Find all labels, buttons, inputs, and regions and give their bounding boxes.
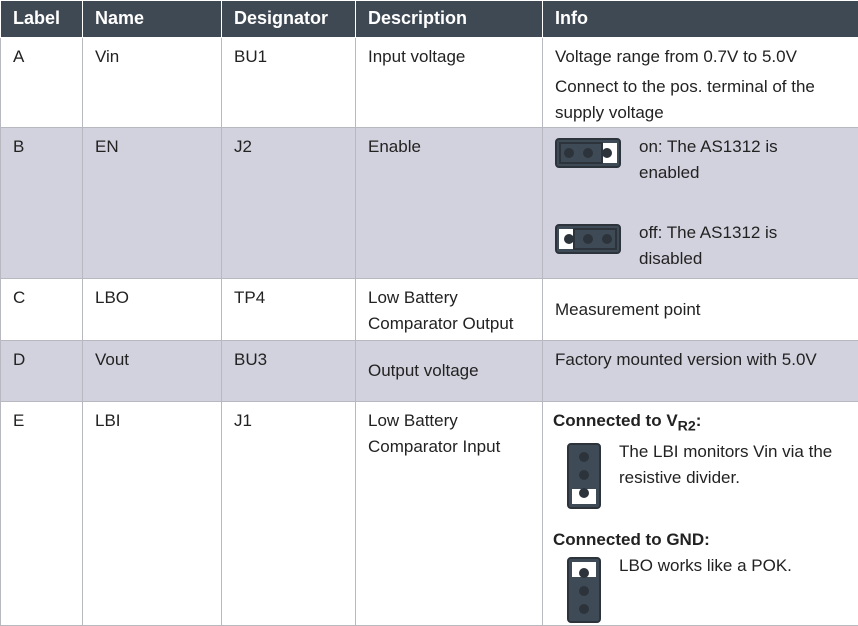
vr2-colon: : <box>695 411 702 430</box>
header-label: Label <box>1 1 83 38</box>
cell-name: LBO <box>83 279 222 341</box>
info-line: Connect to the pos. terminal of the supply voltage <box>555 77 815 122</box>
info-line: Voltage range from 0.7V to 5.0V <box>555 47 797 66</box>
vr2-heading <box>553 408 848 439</box>
cell-label: B <box>1 128 83 279</box>
gnd-heading: Connected to GND: <box>553 530 710 550</box>
cell-designator: BU1 <box>222 38 356 128</box>
cell-designator: J2 <box>222 128 356 279</box>
header-name: Name <box>83 1 222 38</box>
cell-info <box>543 128 858 279</box>
cell-info: Measurement point <box>543 279 858 341</box>
cell-info <box>543 402 858 626</box>
cell-label: C <box>1 279 83 341</box>
cell-designator: J1 <box>222 402 356 626</box>
header-designator: Designator <box>222 1 356 38</box>
cell-description: Enable <box>356 128 543 279</box>
vr2-text: The LBI monitors Vin via the resistive divider. <box>619 442 833 488</box>
cell-designator: BU3 <box>222 341 356 402</box>
table-row <box>1 402 858 626</box>
jumper-gnd-icon <box>567 557 601 623</box>
cell-label: E <box>1 402 83 626</box>
cell-designator: TP4 <box>222 279 356 341</box>
jumper-on-icon <box>555 138 621 168</box>
enable-off-text: off: The AS1312 is disabled <box>639 223 778 268</box>
table-row <box>1 279 858 341</box>
cell-label: D <box>1 341 83 402</box>
header-info: Info <box>543 1 858 38</box>
cell-description: Input voltage <box>356 38 543 128</box>
cell-info: Factory mounted version with 5.0V <box>543 341 858 402</box>
cell-name: Vout <box>83 341 222 402</box>
cell-description: Output voltage <box>356 341 543 402</box>
cell-name: Vin <box>83 38 222 128</box>
cell-name: LBI <box>83 402 222 626</box>
cell-info <box>543 38 858 128</box>
cell-name: EN <box>83 128 222 279</box>
cell-description: Low Battery Comparator Input <box>356 402 543 626</box>
header-description: Description <box>356 1 543 38</box>
jumper-off-icon <box>555 224 621 254</box>
vr2-subscript: R2 <box>677 418 696 435</box>
table-row <box>1 128 858 279</box>
cell-label: A <box>1 38 83 128</box>
header-row <box>1 1 858 38</box>
cell-description: Low Battery Comparator Output <box>356 279 543 341</box>
table-row <box>1 341 858 402</box>
vr2-heading-text: Connected to V <box>553 411 678 430</box>
jumper-vr2-icon <box>567 443 601 509</box>
table-row <box>1 38 858 128</box>
gnd-text: LBO works like a POK. <box>619 556 792 576</box>
enable-on-text: on: The AS1312 is enabled <box>639 137 778 182</box>
